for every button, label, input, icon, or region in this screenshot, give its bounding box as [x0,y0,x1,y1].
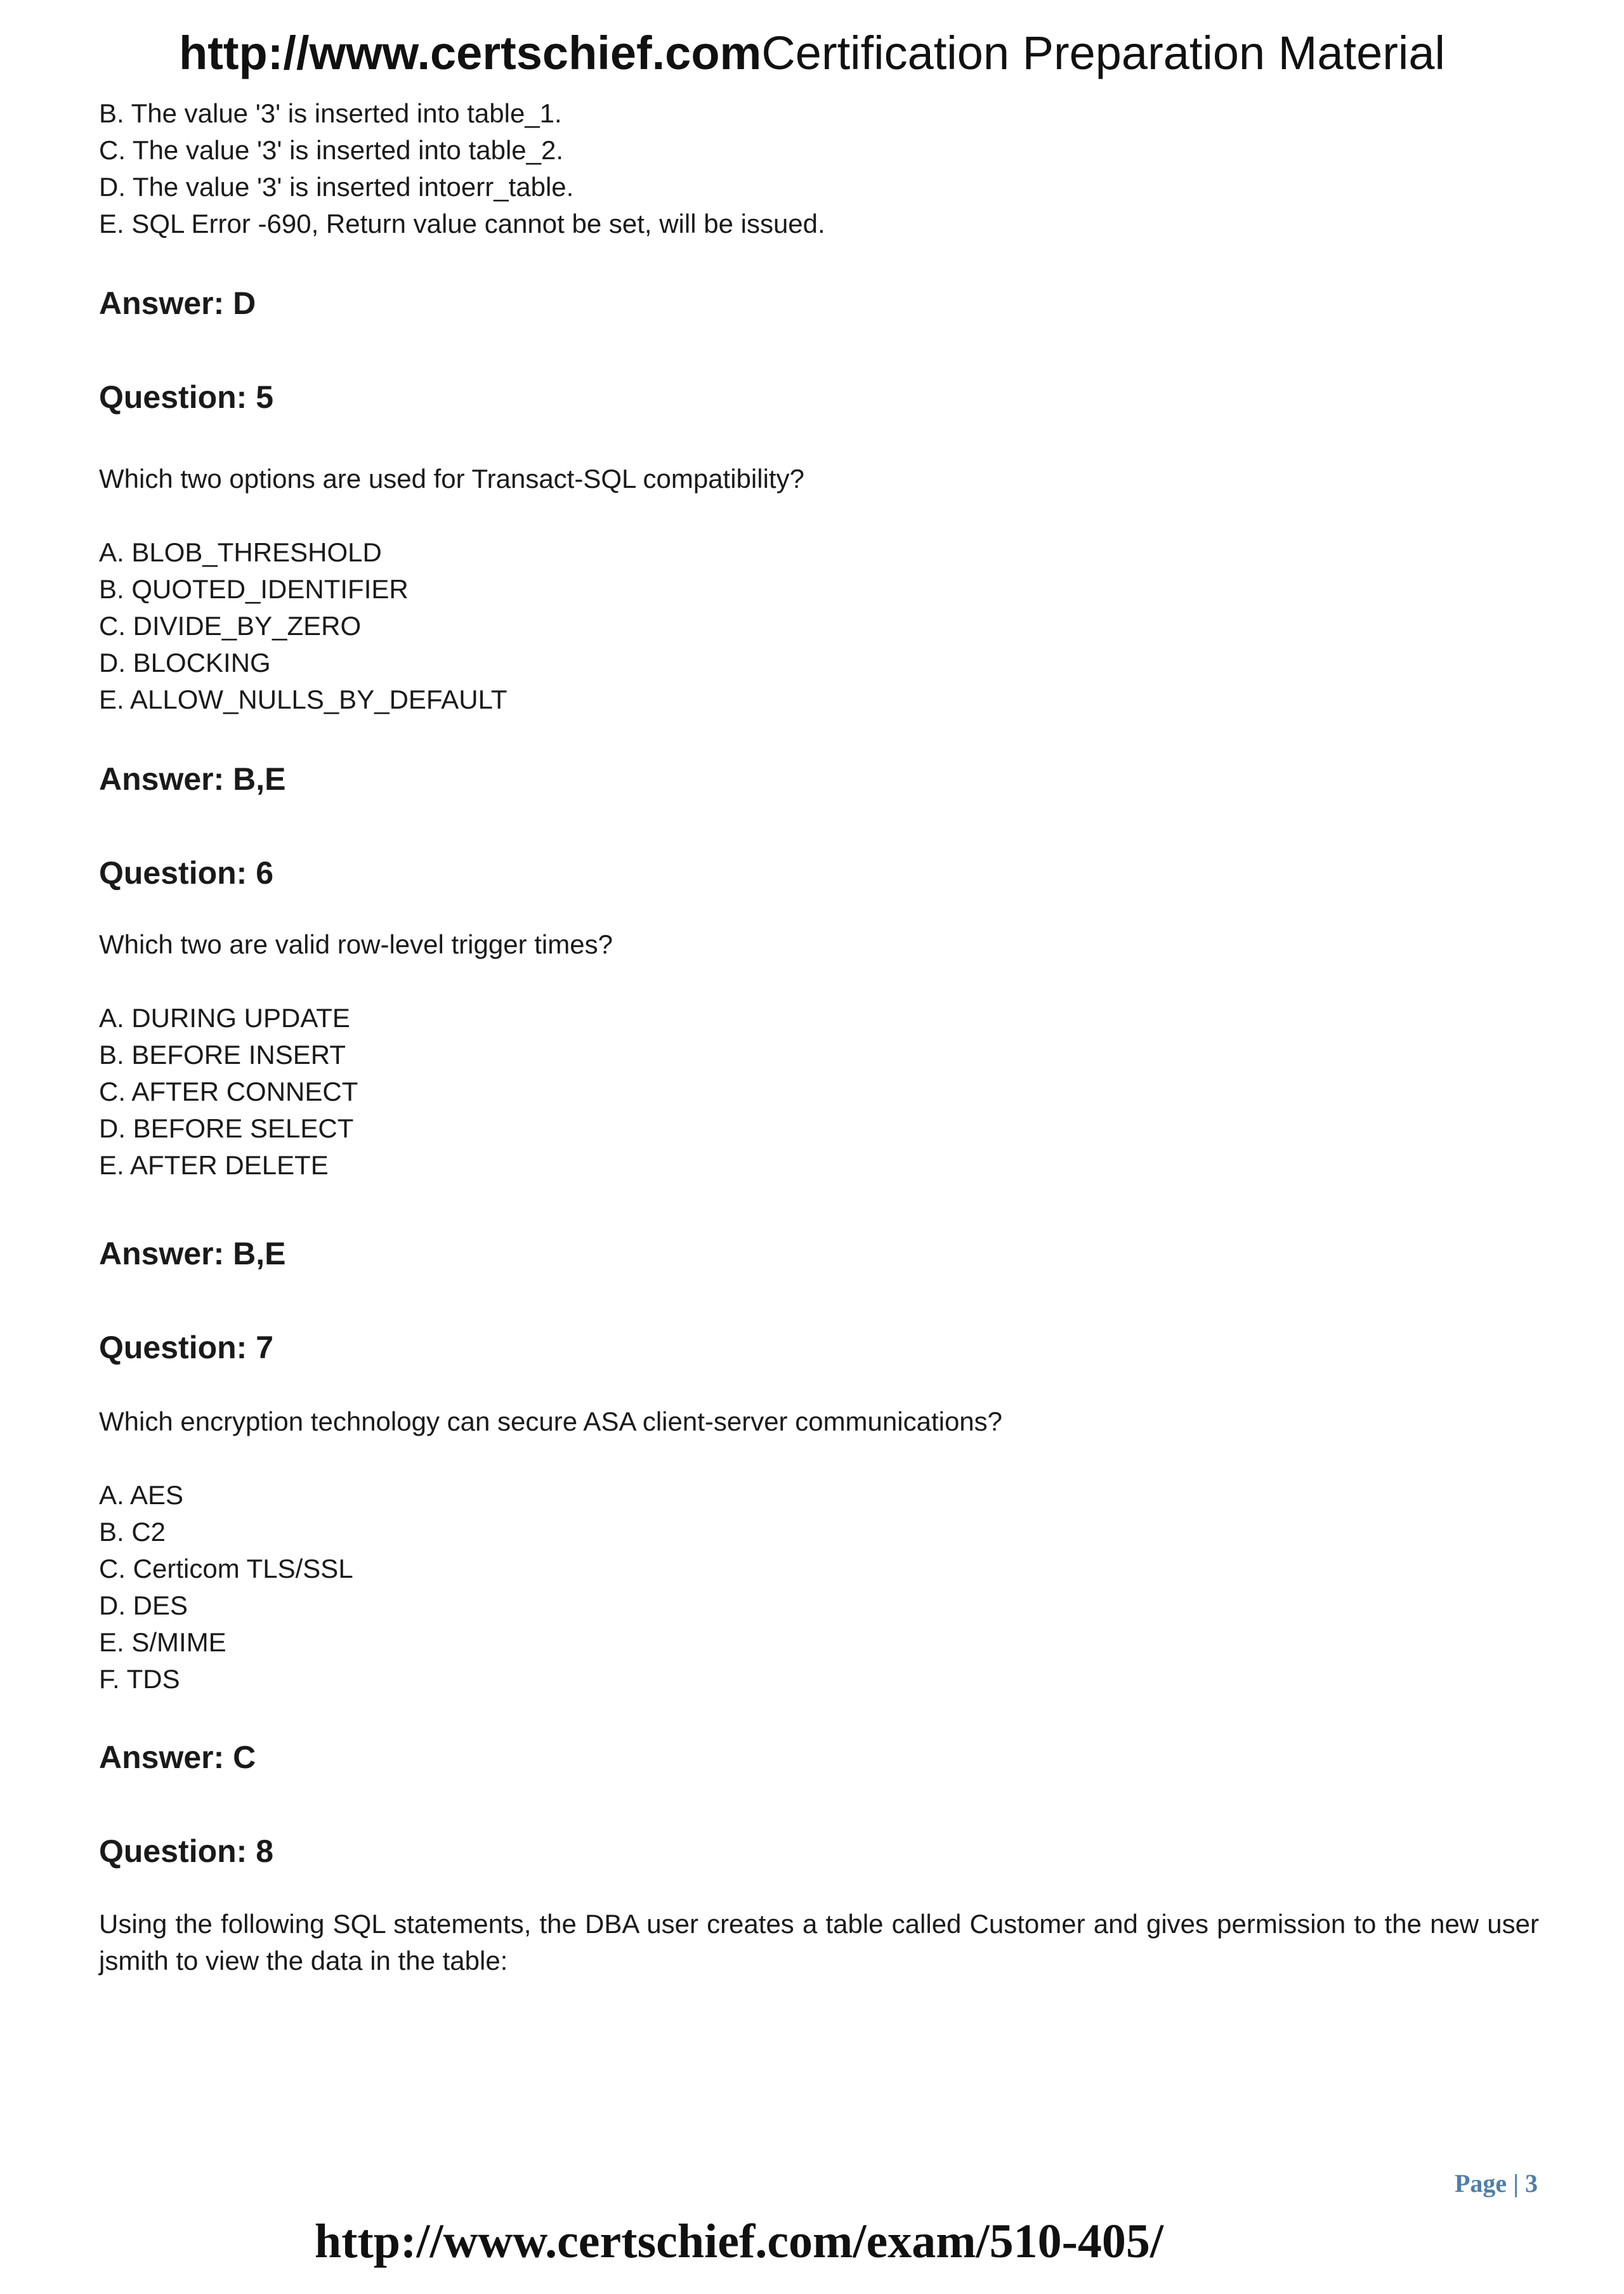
question-text: Which two are valid row-level trigger times? [99,929,613,959]
option-b: B. BEFORE INSERT [99,1040,346,1070]
answer: Answer: D [99,285,256,321]
question-4-tail [99,95,1539,324]
option-c: C. Certicom TLS/SSL [99,1554,353,1583]
footer-url: http://www.certschief.com/exam/510-405/ [314,2215,1164,2268]
option-e: E. ALLOW_NULLS_BY_DEFAULT [99,685,508,714]
question-title: Question: 5 [99,379,274,415]
question-text: Which two options are used for Transact-SQL compatibility? [99,464,804,494]
option-b: B. QUOTED_IDENTIFIER [99,574,409,604]
answer: Answer: C [99,1740,256,1775]
question-6 [99,853,1539,1274]
question-title: Question: 8 [99,1833,274,1869]
question-text: Which encryption technology can secure ASA client-server communications? [99,1406,1003,1436]
option-c: C. The value '3' is inserted into table_2. [99,135,564,165]
option-f: F. TDS [99,1664,180,1694]
option-a: A. DURING UPDATE [99,1003,350,1033]
option-c: C. DIVIDE_BY_ZERO [99,611,362,641]
option-e: E. S/MIME [99,1627,226,1657]
question-7 [99,1327,1539,1778]
question-title: Question: 7 [99,1330,274,1365]
answer: Answer: B,E [99,1236,286,1271]
answer: Answer: B,E [99,761,286,797]
option-e: E. SQL Error -690, Return value cannot be set, will be issued. [99,209,825,239]
header-tagline: Certification Preparation Material [761,27,1445,79]
option-c: C. AFTER CONNECT [99,1077,358,1106]
option-a: A. AES [99,1480,184,1510]
page-header [0,23,1624,84]
question-8 [99,1831,1539,1979]
document-body [99,95,1539,1979]
page-number: Page | 3 [1455,2169,1538,2198]
option-e: E. AFTER DELETE [99,1150,329,1180]
option-b: B. The value '3' is inserted into table_1. [99,98,562,128]
question-title: Question: 6 [99,855,274,891]
option-d: D. The value '3' is inserted intoerr_table. [99,172,574,202]
header-site: http://www.certschief.com [179,27,762,79]
option-d: D. BEFORE SELECT [99,1113,354,1143]
option-d: D. DES [99,1590,188,1620]
option-d: D. BLOCKING [99,648,271,678]
option-a: A. BLOB_THRESHOLD [99,537,382,567]
question-5 [99,377,1539,799]
question-text: Using the following SQL statements, the DBA user creates a table called Customer and gives permission to the new user jsmith to view the data in the table: [99,1909,1539,1976]
option-b: B. C2 [99,1517,166,1547]
